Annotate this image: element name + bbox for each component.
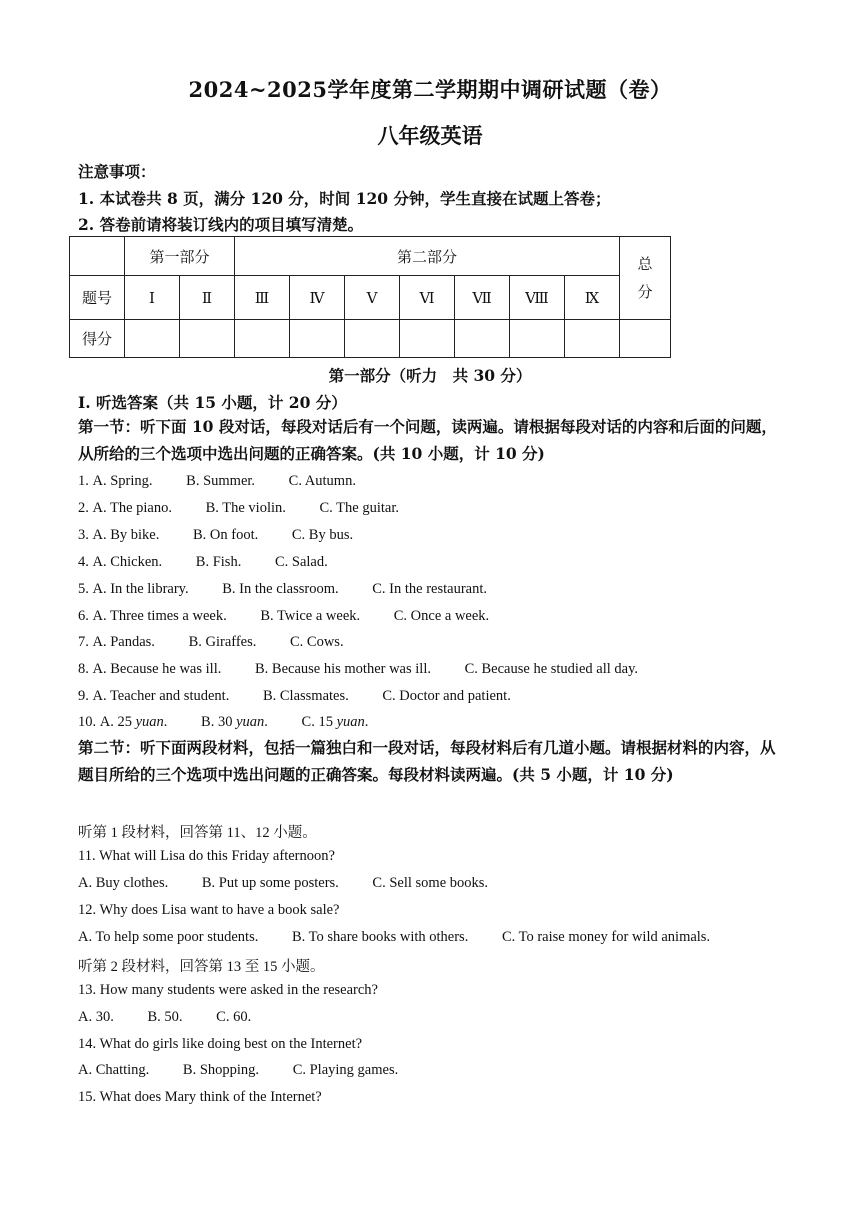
question-row [78, 661, 638, 678]
question-number: 4. [78, 554, 89, 570]
score-cell[interactable] [235, 320, 290, 358]
option-b: B. On foot. [192, 527, 259, 543]
score-cell[interactable] [400, 320, 455, 358]
question-number: 7. [78, 634, 89, 650]
score-table [69, 236, 671, 358]
question-row [78, 500, 399, 517]
option-c: C. Once a week. [393, 608, 490, 624]
option-a: A. Buy clothes. [78, 875, 169, 891]
notes-heading: 注意事项： [78, 162, 156, 181]
question-row [78, 581, 487, 598]
material2-note: 听第 2 段材料，回答第 13 至 15 小题。 [78, 959, 325, 975]
option-c: C. Cows. [289, 634, 344, 650]
question-row [78, 875, 488, 892]
score-cell[interactable] [345, 320, 400, 358]
question-row [78, 714, 368, 731]
option-a: A. Teacher and student. [92, 688, 230, 704]
question-row [78, 473, 356, 490]
score-col-3: Ⅲ [235, 276, 290, 320]
question-number: 9. [78, 688, 89, 704]
score-cell[interactable] [510, 320, 565, 358]
notes-item-2: 2. 答卷前请将装订线内的项目填写清楚。 [78, 215, 364, 234]
option-b: B. Fish. [195, 554, 242, 570]
question-number: 6. [78, 608, 89, 624]
option-a: A. Three times a week. [92, 608, 227, 624]
exam-title: 2024~2025学年度第二学期期中调研试题（卷） [188, 77, 672, 102]
option-b: B. Twice a week. [260, 608, 361, 624]
question-number: 5. [78, 581, 89, 597]
option-b: B. To share books with others. [291, 929, 469, 945]
option-b: B. Summer. [186, 473, 256, 489]
question-row [78, 554, 328, 571]
score-table-part2: 第二部分 [235, 237, 620, 276]
question-row [78, 608, 489, 625]
question-row [78, 527, 353, 544]
question-number: 8. [78, 661, 89, 677]
option-a: A. Chatting. [78, 1062, 150, 1078]
question-12: 12. Why does Lisa want to have a book sale? [78, 902, 340, 918]
option-c: C. 60. [216, 1009, 252, 1025]
option-a: A. By bike. [92, 527, 160, 543]
score-col-8: Ⅷ [510, 276, 565, 320]
material1-note: 听第 1 段材料，回答第 11、12 小题。 [78, 825, 317, 841]
option-a: A. In the library. [92, 581, 189, 597]
score-cell[interactable] [290, 320, 345, 358]
option-a: A. To help some poor students. [78, 929, 259, 945]
score-col-4: Ⅳ [290, 276, 345, 320]
question-number: 1. [78, 473, 89, 489]
score-col-5: Ⅴ [345, 276, 400, 320]
question-row [78, 688, 511, 705]
score-col-9: Ⅸ [565, 276, 620, 320]
score-table-part1: 第一部分 [125, 237, 235, 276]
option-c: C. Doctor and patient. [382, 688, 511, 704]
score-table-total [620, 237, 671, 320]
option-b: B. Shopping. [182, 1062, 260, 1078]
option-c: C. In the restaurant. [372, 581, 488, 597]
question-13: 13. How many students were asked in the research? [78, 982, 378, 998]
option-b: B. The violin. [205, 500, 286, 516]
question-number: 3. [78, 527, 89, 543]
option-c: C. Playing games. [292, 1062, 399, 1078]
option-c: C. To raise money for wild animals. [501, 929, 711, 945]
question-row [78, 1062, 398, 1079]
score-col-6: Ⅵ [400, 276, 455, 320]
score-cell[interactable] [620, 320, 671, 358]
option-c: C. The guitar. [319, 500, 399, 516]
exam-subtitle: 八年级英语 [377, 123, 483, 148]
option-c: C. 15 yuan. [301, 714, 369, 730]
score-table-total-label: 总分 [637, 255, 653, 301]
option-b: B. Because his mother was ill. [254, 661, 431, 677]
score-col-1: Ⅰ [125, 276, 180, 320]
option-a: A. Chicken. [92, 554, 163, 570]
notes-item-1: 1. 本试卷共 8 页，满分 120 分，时间 120 分钟，学生直接在试题上答卷； [78, 189, 611, 208]
question-number: 10. [78, 714, 97, 730]
option-a: A. The piano. [92, 500, 172, 516]
score-cell[interactable] [455, 320, 510, 358]
score-table-row-score-label: 得分 [70, 320, 125, 358]
score-col-7: Ⅶ [455, 276, 510, 320]
score-table-row-num-label: 题号 [70, 276, 125, 320]
jie1-instructions: 第一节：听下面 10 段对话，每段对话后有一个问题，读两遍。请根据每段对话的内容和后面的问题，从所给的三个选项中选出问题的正确答案。(共 10 小题，计 10 分) [78, 417, 777, 463]
score-cell[interactable] [565, 320, 620, 358]
question-row [78, 634, 344, 651]
option-b: B. Put up some posters. [201, 875, 339, 891]
score-cell[interactable] [180, 320, 235, 358]
part-one-heading: 第一部分（听力 共 30 分） [328, 366, 532, 385]
jie2-instructions: 第二节：听下面两段材料，包括一篇独白和一段对话，每段材料后有几道小题。请根据材料的内容，从题目所给的三个选项中选出问题的正确答案。每段材料读两遍。(共 5 小题，计 10 分) [78, 738, 776, 784]
option-b: B. Giraffes. [188, 634, 257, 650]
question-14: 14. What do girls like doing best on the Internet? [78, 1036, 363, 1052]
score-col-2: Ⅱ [180, 276, 235, 320]
option-c: C. Sell some books. [372, 875, 489, 891]
option-c: C. Autumn. [288, 473, 356, 489]
option-b: B. In the classroom. [222, 581, 339, 597]
section1-title: Ⅰ. 听选答案（共 15 小题，计 20 分） [78, 393, 347, 412]
question-11: 11. What will Lisa do this Friday afternoon? [78, 848, 335, 864]
question-row [78, 929, 710, 946]
score-cell[interactable] [125, 320, 180, 358]
question-row [78, 1009, 251, 1026]
score-table-corner [70, 237, 125, 276]
option-c: C. By bus. [291, 527, 354, 543]
option-a: A. Because he was ill. [92, 661, 222, 677]
question-number: 2. [78, 500, 89, 516]
option-a: A. Spring. [92, 473, 153, 489]
option-a: A. 25 yuan. [99, 714, 168, 730]
option-b: B. 30 yuan. [201, 714, 268, 730]
option-b: B. 50. [147, 1009, 183, 1025]
option-a: A. Pandas. [92, 634, 155, 650]
option-a: A. 30. [78, 1009, 114, 1025]
question-15: 15. What does Mary think of the Internet? [78, 1089, 322, 1105]
option-c: C. Salad. [274, 554, 328, 570]
option-c: C. Because he studied all day. [464, 661, 639, 677]
option-b: B. Classmates. [262, 688, 349, 704]
